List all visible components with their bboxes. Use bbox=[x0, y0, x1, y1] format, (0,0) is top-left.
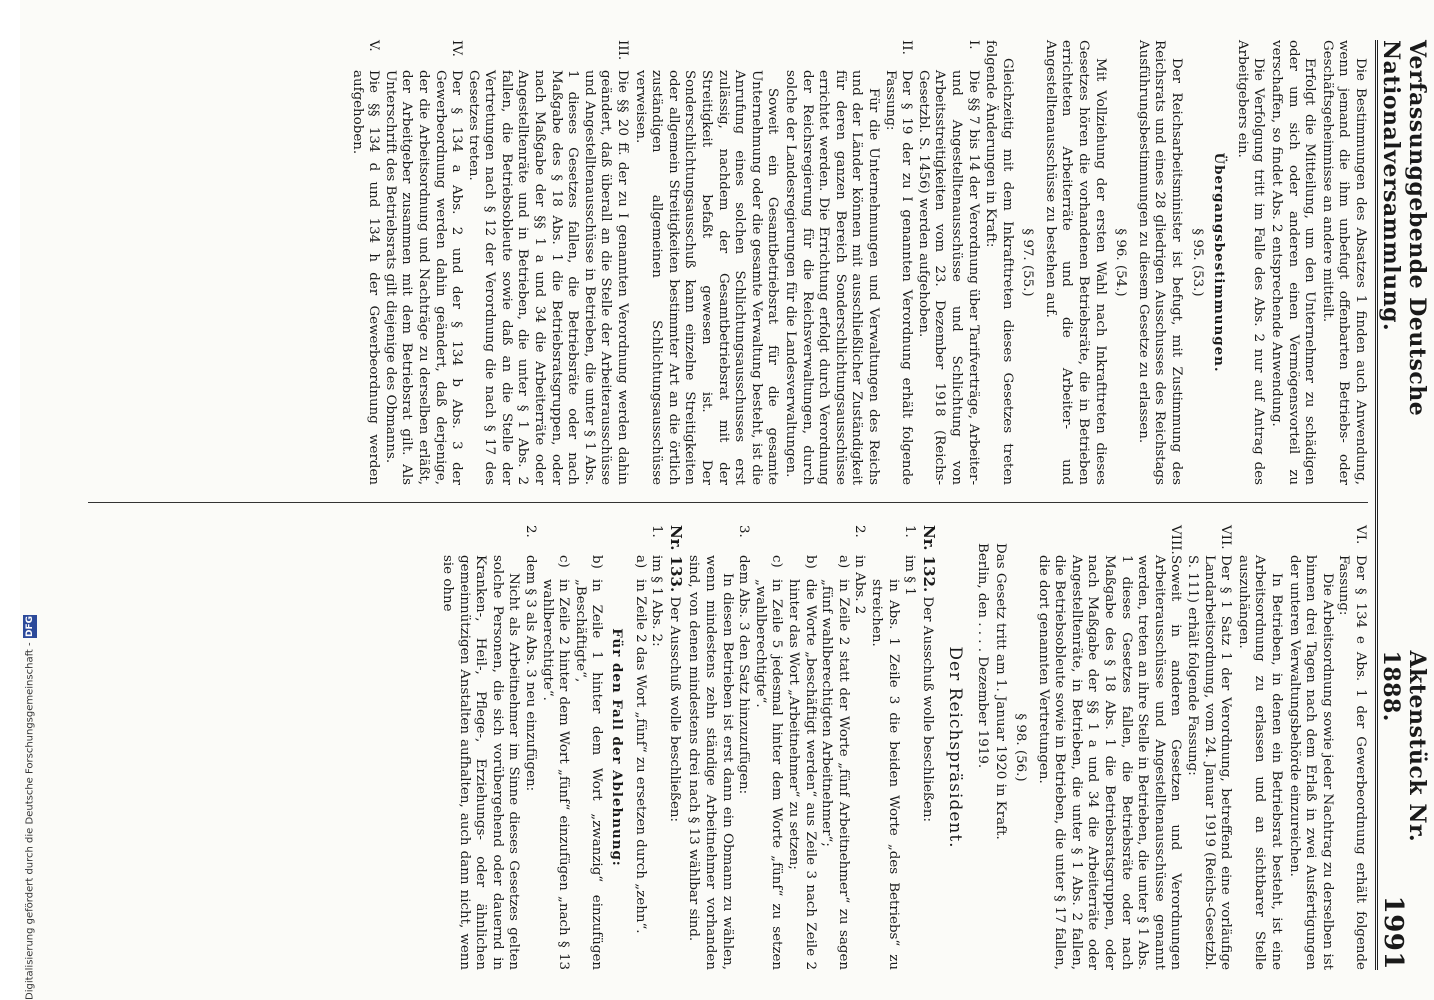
paragraph: Das Gesetz tritt am 1. Januar 1920 in Kraft. bbox=[992, 543, 1008, 840]
document-page bbox=[20, 0, 1434, 1000]
list-item: 3. dem Abs. 3 den Satz hinzuzufügen: bbox=[736, 525, 752, 795]
paragraph: Soweit ein Gesamtbetriebsrat für die gesamte Unternehmung oder die gesamte Verwaltung besteht, ist die Anrufung eines solchen Schlichtungsausschusses erst zulässig, nachdem der Gesamtbetriebsrat mit der Streitigkeit befaßt gewesen ist. Der Sonderschlichtungsausschuß kann einzelne Streitigkeiten oder allgemein Streitigkeiten bestimmter Art an die örtlich zuständigen allgemeinen Schlichtungsausschüsse verweisen. bbox=[632, 70, 781, 485]
paragraph: Gleichzeitig mit dem Inkrafttreten dieses Gesetzes treten folgende Änderungen in Kraft: bbox=[983, 40, 1015, 485]
text-columns bbox=[88, 40, 1368, 970]
sub-item: a) in Zeile 2 statt der Worte „fünf Arbeitnehmer“ zu sagen „fünf wahlberechtigten Arbeitnehmer“; bbox=[819, 555, 851, 970]
digitization-note-text: Digitalisierung gefördert durch die Deutsche Forschungsgemeinschaft - bbox=[24, 642, 36, 1000]
date-line: Berlin, den . . . . Dezember 1919. bbox=[974, 543, 990, 769]
paragraph: In Betrieben, in denen ein Betriebsrat besteht, ist eine Arbeitsordnung zu erlassen und an sichtbarer Stelle auszuhängen. bbox=[1235, 555, 1285, 970]
signature-line: Der Reichspräsident. bbox=[945, 646, 966, 849]
motion-intro: Der Ausschuß wolle beschließen: bbox=[919, 596, 935, 823]
list-item: 2. dem § 3 als Abs. 3 neu einzufügen: bbox=[523, 525, 539, 792]
section-heading: Übergangsbestimmungen. bbox=[1211, 152, 1228, 373]
motion-title bbox=[918, 525, 937, 970]
list-item: VI. Der § 134 e Abs. 1 der Gewerbeordnung erhält folgende Fassung: bbox=[1336, 525, 1368, 970]
paragraph: Mit Vollziehung der ersten Wahl nach Inkrafttreten dieses Gesetzes hören die vorhandenen Betriebsräte, die in Betrieben errichteten Arbeiterräte und die Arbeiter- und Angestelltenausschüsse zu bestehen auf. bbox=[1042, 40, 1108, 485]
motion-title bbox=[665, 525, 684, 970]
subsection-heading: Für den Fall der Ablehnung: bbox=[609, 628, 626, 867]
list-item: VIII. Soweit in anderen Gesetzen und Verordnungen Arbeiterausschüsse und Angestelltenausschüsse genannt werden, treten an ihre Stelle in Betrieben, die unter § 1 Abs. 1 dieses Gesetzes fallen, die Betriebsräte oder nach Maßgabe des § 18 Abs. 1 die Betriebsratsgruppen, oder nach Maßgabe der §§ 1 a und 34 die Arbeiterräte oder Angestelltenräte, in Betrieben, die unter § 1 Abs. 2 fallen, die Betriebsobleute sowie in Betrieben, die unter § 17 fallen, die dort genannten Vertretungen. bbox=[1035, 525, 1184, 970]
paragraph: Erfolgt die Mitteilung, um den Unternehmer zu schädigen oder um sich oder anderen einen Vermögensvorteil zu verschaffen, so findet Abs. 2 entsprechende Anwendung. bbox=[1269, 40, 1318, 485]
paragraph: Die Arbeitsordnung sowie jeder Nachtrag zu derselben ist binnen drei Tagen nach dem Erlaß in zwei Ausfertigungen der unteren Verwaltungsbehörde einzureichen. bbox=[1286, 555, 1335, 970]
list-item: II. Der § 19 der zu I genannten Verordnung erhält folgende Fassung: bbox=[882, 40, 915, 485]
running-header bbox=[1375, 40, 1430, 970]
sub-item: b) die Worte „beschäftigt werden“ aus Zeile 3 nach Zeile 2 hinter das Wort „Arbeitnehmer“ zu setzen; bbox=[786, 555, 818, 970]
paragraph: Für die Unternehmungen und Verwaltungen des Reichs und der Länder können mit ausschließlicher Zuständigkeit für deren ganzen Bereich Sonderschlichtungsausschüsse errichtet werden. Die Errichtung erfolgt durch Verordnung der Reichsregierung für die Reichsverwaltungen, durch solche der Landesregierungen für die Landesverwaltungen. bbox=[783, 70, 881, 485]
motion-number: Nr. 133. bbox=[666, 525, 685, 593]
motion-number: Nr. 132. bbox=[919, 525, 938, 593]
rotated-page-content bbox=[60, 0, 1430, 1000]
column-divider bbox=[88, 502, 1368, 503]
paragraph: Die Bestimmungen des Absatzes 1 finden auch Anwendung, wenn jemand die ihm unbefugt offenbarten Betriebs- oder Geschäftsgeheimnisse an andere mitteilt. bbox=[1319, 40, 1368, 485]
list-item: IV. Der § 134 a Abs. 2 und der § 134 b Abs. 3 der Gewerbeordnung werden dahin geändert, daß derjenige, der die Arbeitsordnung und Nachträge zu derselben erläßt, der Arbeitgeber zusammen mit dem Betriebsrat gilt. Als Unterschrift des Betriebsrats gilt diejenige des Obmanns. bbox=[382, 40, 465, 485]
left-column bbox=[348, 40, 1368, 485]
paragraph: In diesen Betrieben ist erst dann ein Obmann zu wählen, wenn mindestens zehn ständige Arbeitnehmer vorhanden sind, von denen mindestens drei nach § 13 wählbar sind. bbox=[686, 555, 735, 970]
sub-item: c) in Zeile 5 jedesmal hinter dem Worte „fünf“ zu setzen „wahlberechtigte“. bbox=[752, 555, 785, 970]
section-number: § 96. (54.) bbox=[1113, 228, 1129, 297]
section-number: § 95. (53.) bbox=[1189, 228, 1205, 297]
paragraph: Nicht als Arbeitnehmer im Sinne dieses Gesetzes gelten solche Personen, die sich vorübergehend oder dauernd in Kranken-, Heil-, Pflege-, Erziehungs- oder ähnlichen gemeinnützigen Anstalten aufhalten, auch dann nicht, wenn sie ohne bbox=[440, 555, 522, 970]
section-number: § 97. (55.) bbox=[1020, 228, 1036, 297]
sub-item: a) in Zeile 2 das Wort „fünf“ zu ersetzen durch „zehn“. bbox=[632, 555, 648, 934]
header-document-number: Aktenstück Nr. 1888. bbox=[1378, 650, 1430, 843]
list-item: 1. im § 1 bbox=[902, 525, 918, 596]
paragraph: Die Verfolgung tritt im Falle des Abs. 2 nur auf Antrag des Arbeitgebers ein. bbox=[1234, 40, 1267, 485]
list-item: V. Die §§ 134 d und 134 h der Gewerbeordnung werden aufgehoben. bbox=[349, 40, 382, 485]
right-column bbox=[438, 525, 1368, 970]
sub-item: in Abs. 1 Zeile 3 die beiden Worte „des Betriebs“ zu streichen. bbox=[868, 579, 901, 970]
list-item: 2. in Abs. 2 bbox=[852, 525, 868, 615]
page-number: 1991 bbox=[1378, 895, 1408, 970]
dfg-logo: DFG bbox=[25, 616, 35, 638]
list-item: 1. im § 1 Abs. 2: bbox=[649, 525, 665, 647]
motion-intro: Der Ausschuß wolle beschließen: bbox=[666, 596, 682, 823]
sub-item: b) in Zeile 1 hinter dem Wort „zwanzig“ einzufügen „Beschäftigte“, bbox=[572, 555, 605, 970]
list-item: III. Die §§ 20 ff. der zu I genannten Verordnung werden dahin geändert, daß überall an die Stelle der Arbeiterausschüsse und Angestelltenausschüsse in Betrieben, die unter § 1 Abs. 1 dieses Gesetzes fallen, die Betriebsräte oder nach Maßgabe des § 18 Abs. 1 die Betriebsratsgruppen, oder nach Maßgabe der §§ 1 a und 34 die Arbeiterräte oder Angestelltenräte und in Betrieben, die unter § 1 Abs. 2 fallen, die Betriebsobleute sowie daß an die Stelle der Vertretungen nach § 12 der Verordnung die nach § 17 des Gesetzes treten. bbox=[465, 40, 631, 485]
sub-item: c) in Zeile 2 hinter dem Wort „fünf“ einzufügen „nach § 13 wahlberechtigte“. bbox=[539, 555, 572, 970]
digitization-note bbox=[22, 600, 38, 1000]
paragraph: Der Reichsarbeitsminister ist befugt, mit Zustimmung des Reichsrats und eines 28 gliedrigen Ausschusses des Reichstags Ausführungsbestimmungen zu diesem Gesetze zu erlassen. bbox=[1135, 40, 1185, 485]
list-item: VII. Der § 1 Satz 1 der Verordnung, betreffend eine vorläufige Landarbeitsordnung, vom 24. Januar 1919 (Reichs-Gesetzbl. S. 111) erhält folgende Fassung: bbox=[1185, 525, 1234, 970]
list-item: I. Die §§ 7 bis 14 der Verordnung über Tarifverträge, Arbeiter- und Angestelltenausschüsse und Schlichtung von Arbeitsstreitigkeiten vom 23. Dezember 1918 (Reichs-Gesetzbl. S. 1456) werden aufgehoben. bbox=[915, 40, 981, 485]
header-title: Verfassunggebende Deutsche Nationalversammlung. bbox=[1378, 40, 1430, 417]
section-number: § 98. (56.) bbox=[1013, 713, 1029, 782]
